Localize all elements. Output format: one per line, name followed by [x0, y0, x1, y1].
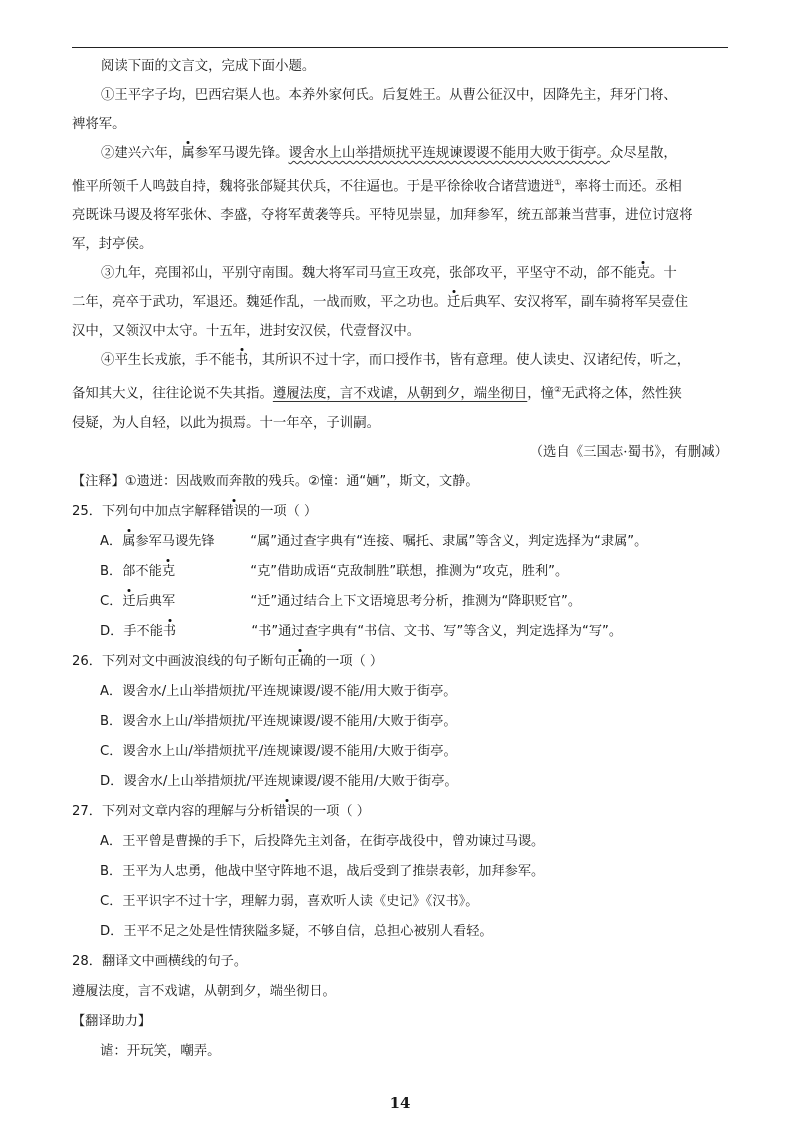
question-27-stem [72, 797, 728, 827]
question-26 [72, 647, 728, 797]
text-run: ，率将士而还。丞相 [561, 179, 682, 195]
option-letter: C． [100, 593, 123, 609]
text-run: 26．下列对文中画波浪线的句子断句 [72, 653, 287, 669]
text-run: 二年，亮卒于武功，军退还。魏延作乱，一战而败，平之功也。 [72, 295, 447, 311]
text-run: 众尽星散， [609, 146, 677, 161]
text-run: 手不能 [123, 623, 163, 639]
question-27-option-d: D．王平不足之处是性情狭隘多疑，不够自信，总担心被别人看轻。 [100, 923, 493, 939]
question-28-sentence: 遵履法度，言不戏谑，从朝到夕，端坐彻日。 [72, 983, 336, 999]
dotted-word: 错误 [220, 503, 248, 519]
classical-passage [72, 81, 728, 467]
text-run: 后典军、安汉将军，副车骑将军吴壹住 [460, 295, 688, 311]
translation-help-item: 谑：开玩笑，嘲弄。 [100, 1043, 221, 1059]
text-run: 的一项（ ） [312, 653, 384, 669]
option-phrase [122, 557, 250, 587]
dotted-char: 属 [181, 146, 195, 161]
text-run: 备知其大义，往往论说不失其指。 [72, 386, 273, 402]
option-phrase [122, 527, 250, 557]
top-rule [72, 47, 728, 48]
passage-source: （选自《三国志·蜀书》，有删减） [529, 444, 728, 460]
option-letter: D． [100, 623, 124, 639]
wavy-underlined-sentence: 谡舍水上山举措烦扰平连规谏谡谡不能用大败于街亭。 [288, 146, 610, 161]
question-25-option-d [72, 617, 728, 647]
dotted-char: 迁 [122, 593, 136, 609]
question-26-option-c: C．谡舍水上山/举措烦扰平/连规谏谡/谡不能用/大败于街亭。 [100, 743, 457, 759]
text-run: 25．下列句中加点字解释 [72, 503, 221, 519]
passage-paragraph-2-line-2 [72, 168, 728, 201]
text-run: 后典军 [135, 593, 176, 609]
notes: 【注释】①遗迸：因战败而奔散的残兵。②憧：通“婳”，斯文，文静。 [72, 473, 479, 489]
passage-paragraph-2-line-3: 亮既诛马谡及将军张休、李盛，夺将军黄袭等兵。平特见崇显，加拜参军，统五部兼当营事，进位讨寇将 [72, 208, 693, 224]
question-25-stem [72, 497, 728, 527]
text-run: 惟平所领千人鸣鼓自持，魏将张郃疑其伏兵，不往逼也。于是平徐徐收合诸营遗迸 [72, 179, 555, 195]
question-25-option-b [72, 557, 728, 587]
text-run: ，憧 [527, 386, 555, 402]
text-run: 郃不能 [122, 563, 162, 579]
question-28-stem: 28．翻译文中画横线的句子。 [72, 953, 248, 969]
question-27-option-b: B．王平为人忠勇，他战中坚守阵地不退，战后受到了推崇表彰，加拜参军。 [100, 863, 545, 879]
dotted-char: 书 [162, 623, 177, 639]
underlined-sentence: 遵履法度，言不戏谑，从朝到夕，端坐彻日 [272, 386, 528, 402]
question-27-option-c: C．王平识字不过十字，理解力弱，喜欢听人读《史记》《汉书》。 [100, 893, 479, 909]
option-letter: A． [100, 533, 123, 549]
footnote-marker: ② [554, 385, 562, 395]
text-run: 27．下列对文章内容的理解与分析 [72, 803, 274, 819]
dotted-char: 克 [636, 266, 651, 282]
passage-paragraph-4-line-2 [72, 375, 728, 408]
exam-page [72, 52, 728, 1066]
passage-paragraph-1-line-1: ①王平字子均，巴西宕渠人也。本养外家何氏。后复姓王。从曹公征汉中，因降先主，拜牙门将、 [101, 88, 677, 103]
text-run: 参军马谡先锋。 [194, 146, 289, 161]
dotted-char: 迁 [446, 295, 461, 311]
text-run: 。十 [650, 266, 677, 282]
question-26-option-a: A．谡舍水/上山举措烦扰/平连规谏谡/谡不能/用大败于街亭。 [100, 683, 457, 699]
option-explanation: “属”通过查字典有“连接、嘱托、隶属”等含义，判定选择为“隶属”。 [250, 533, 648, 549]
option-explanation: “克”借助成语“克敌制胜”联想，推测为“攻克，胜利”。 [250, 563, 569, 579]
dotted-char: 属 [122, 533, 136, 549]
text-run: ②建兴六年， [101, 146, 182, 161]
text-run: 的一项（ ） [299, 803, 370, 819]
option-phrase [122, 587, 250, 617]
text-run: 参军马谡先锋 [135, 533, 215, 549]
passage-paragraph-3-line-2 [72, 288, 728, 317]
text-run: ③九年，亮围祁山，平别守南围。魏大将军司马宣王攻亮，张郃攻平，平坚守不动，郃不能 [101, 266, 637, 282]
question-25-option-c [72, 587, 728, 617]
text-run: ④平生长戎旅，手不能 [101, 353, 235, 369]
question-27-option-a: A．王平曾是曹操的手下，后投降先主刘备，在街亭战役中，曾劝谏过马谡。 [100, 833, 545, 849]
translation-help-title: 【翻译助力】 [72, 1013, 152, 1029]
text-run: 的一项（ ） [247, 503, 318, 519]
question-26-option-b: B．谡舍水上山/举措烦扰/平连规谏谡/谡不能用/大败于街亭。 [100, 713, 457, 729]
dotted-word: 正确 [286, 653, 313, 669]
question-25-option-a [72, 527, 728, 557]
option-explanation: “书”通过查字典有“书信、文书、写”等含义，判定选择为“写”。 [251, 623, 623, 639]
page-number: 14 [389, 1094, 411, 1112]
option-letter: B． [100, 563, 123, 579]
question-26-stem [72, 647, 728, 677]
option-explanation: “迁”通过结合上下文语境思考分析，推测为“降职贬官”。 [250, 593, 582, 609]
question-27 [72, 797, 728, 947]
passage-paragraph-4-line-3: 侵疑，为人自轻，以此为损焉。十一年卒，子训嗣。 [72, 415, 380, 431]
passage-paragraph-2-line-1 [72, 139, 728, 168]
dotted-word: 错误 [273, 803, 300, 819]
passage-paragraph-3-line-3: 汉中，又领汉中太守。十五年，进封安汉侯，代壹督汉中。 [72, 324, 421, 340]
question-25 [72, 497, 728, 647]
passage-paragraph-2-line-4: 军，封亭侯。 [72, 237, 153, 253]
reading-intro: 阅读下面的文言文，完成下面小题。 [101, 59, 316, 74]
dotted-char: 书 [234, 353, 249, 369]
passage-paragraph-4-line-1 [72, 346, 728, 375]
question-26-option-d: D．谡舍水/上山举措烦扰/平连规谏谡/谡不能用/大败于街亭。 [100, 773, 458, 789]
question-28 [72, 947, 728, 1066]
footnote-marker: ① [554, 178, 562, 187]
passage-paragraph-1-line-2: 裨将军。 [72, 117, 126, 132]
text-run: 无武将之体，然性狭 [561, 386, 682, 402]
text-run: ，其所识不过十字，而口授作书，皆有意理。使人读史、汉诸纪传，听之， [248, 353, 691, 369]
passage-paragraph-3-line-1 [72, 259, 728, 288]
dotted-char: 克 [161, 563, 175, 579]
option-phrase [123, 617, 251, 647]
